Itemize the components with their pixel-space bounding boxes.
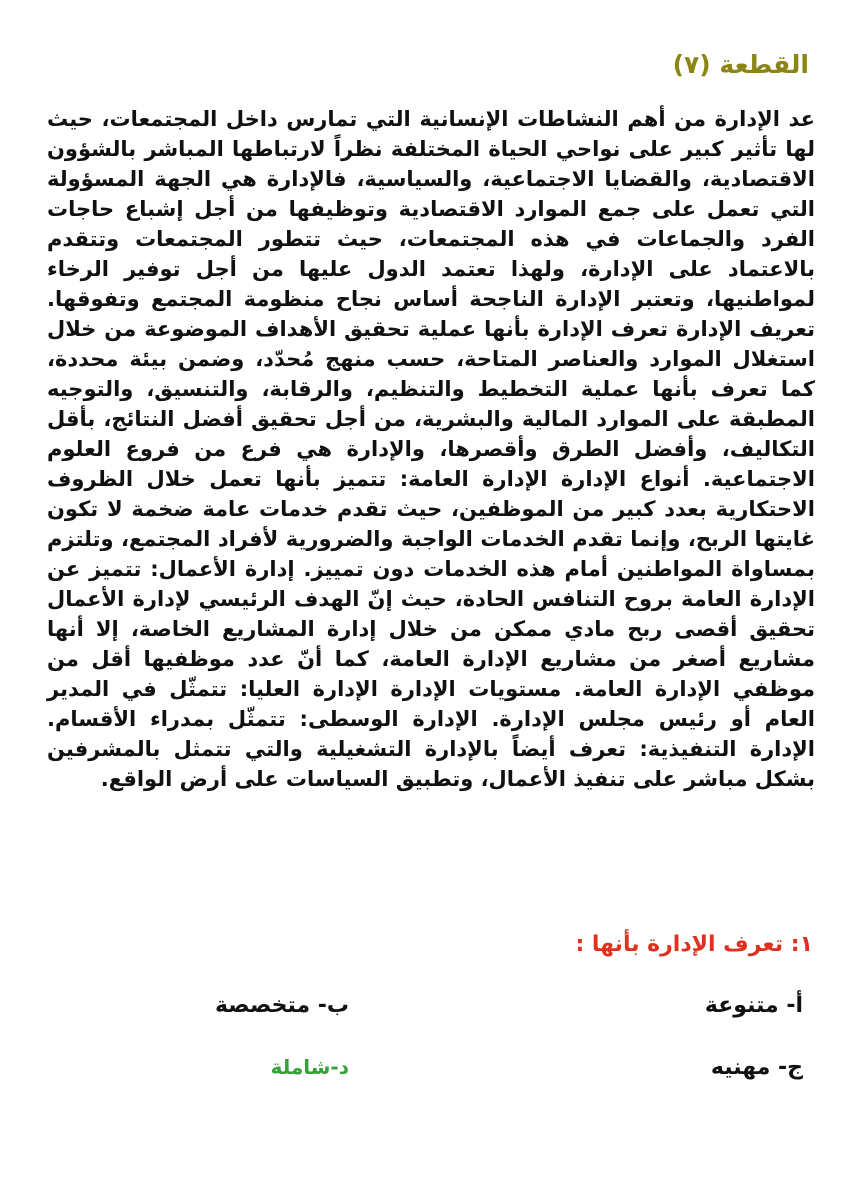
option-c: ج- مهنيه [710, 1055, 803, 1080]
question-text: ١: تعرف الإدارة بأنها : [575, 932, 813, 957]
passage-title: القطعة (٧) [672, 50, 809, 79]
option-d-correct-answer: د-شاملة [270, 1055, 349, 1079]
option-b: ب- متخصصة [214, 993, 349, 1018]
passage-body: عد الإدارة من أهم النشاطات الإنسانية التي تمارس داخل المجتمعات، حيث لها تأثير كبير على نواحي الحياة المختلفة نظراً لارتباطها المباشر بالشؤون الاقتصادية، والقضايا الاجتماعية، والسياسية، فالإدارة هي الجهة المسؤولة التي تعمل على جمع الموارد الاقتصادية وتوظيفها من أجل إشباع حاجات الفرد والجماعات في هذه المجتمعات، حيث تتطور المجتمعات وتتقدم بالاعتماد على الإدارة، ولهذا تعتمد الدول عليها من أجل توفير الرخاء لمواطنيها، وتعتبر الإدارة الناجحة أساس نجاح منظومة المجتمع وتفوقها. تعريف الإدارة تعرف الإدارة بأنها عملية تحقيق الأهداف الموضوعة من خلال استغلال الموارد والعناصر المتاحة، حسب منهج مُحدّد، وضمن بيئة محددة، كما تعرف بأنها عملية التخطيط والتنظيم، والرقابة، والتنسيق، والتوجيه المطبقة على الموارد المالية والبشرية، من أجل تحقيق أفضل النتائج، بأقل التكاليف، وأفضل الطرق وأقصرها، والإدارة هي فرع من فروع العلوم الاجتماعية. أنواع الإدارة الإدارة العامة: تتميز بأنها تعمل خلال الظروف الاحتكارية بعدد كبير من الموظفين، حيث تقدم خدمات عامة ضخمة لا تكون غايتها الربح، وإنما تقدم الخدمات الواجبة والضرورية لأفراد المجتمع، وتلتزم بمساواة المواطنين أمام هذه الخدمات دون تمييز. إدارة الأعمال: تتميز عن الإدارة العامة بروح التنافس الحادة، حيث إنّ الهدف الرئيسي لإدارة الأعمال تحقيق أقصى ربح مادي ممكن من خلال إدارة المشاريع الخاصة، إلا أنها مشاريع أصغر من مشاريع الإدارة العامة، كما أنّ عدد موظفيها أقل من موظفي الإدارة العامة. مستويات الإدارة الإدارة العليا: تتمثّل في المدير العام أو رئيس مجلس الإدارة. الإدارة الوسطى: تتمثّل بمدراء الأقسام. الإدارة التنفيذية: تعرف أيضاً بالإدارة التشغيلية والتي تتمثل بالمشرفين بشكل مباشر على تنفيذ الأعمال، وتطبيق السياسات على أرض الواقع. [47, 107, 815, 791]
option-a: أ- متنوعة [704, 993, 803, 1018]
